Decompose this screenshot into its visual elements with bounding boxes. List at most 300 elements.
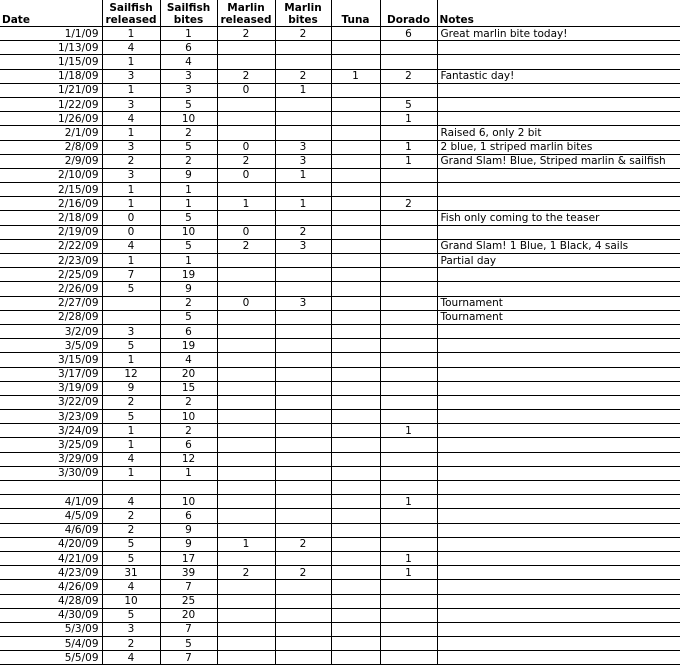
marlin-bites-cell [275,481,331,495]
table-row [0,112,680,126]
marlin-released-cell [217,254,275,268]
notes-cell [437,183,680,197]
dorado-cell: 2 [380,197,437,211]
notes-cell [437,112,680,126]
sailfish-released-cell: 1 [102,438,160,452]
sailfish-released-cell: 2 [102,523,160,537]
sailfish-bites-cell: 1 [160,466,217,480]
tuna-cell [331,551,380,565]
sailfish-released-cell: 3 [102,140,160,154]
notes-cell [437,608,680,622]
table-row [0,410,680,424]
sailfish-released-cell: 1 [102,466,160,480]
sailfish-released-cell: 1 [102,254,160,268]
marlin-bites-cell: 3 [275,140,331,154]
dorado-cell [380,523,437,537]
date-cell: 1/15/09 [0,55,102,69]
sailfish-bites-cell: 1 [160,197,217,211]
table-row [0,197,680,211]
dorado-cell [380,339,437,353]
notes-cell: Great marlin bite today! [437,27,680,41]
header-row [0,0,680,27]
notes-cell: Fantastic day! [437,69,680,83]
marlin-released-cell [217,112,275,126]
dorado-cell [380,594,437,608]
date-cell: 4/30/09 [0,608,102,622]
marlin-released-cell [217,211,275,225]
marlin-bites-cell [275,438,331,452]
date-cell: 2/10/09 [0,168,102,182]
dorado-cell [380,168,437,182]
sailfish-released-cell: 1 [102,183,160,197]
sailfish-released-cell: 2 [102,154,160,168]
sailfish-bites-cell: 2 [160,395,217,409]
sailfish-bites-cell: 7 [160,622,217,636]
date-cell: 4/1/09 [0,495,102,509]
table-row [0,438,680,452]
sailfish-released-cell [102,310,160,324]
dorado-cell [380,622,437,636]
table-row [0,211,680,225]
sailfish-released-cell: 1 [102,27,160,41]
sailfish-released-cell: 1 [102,424,160,438]
marlin-released-cell: 2 [217,239,275,253]
date-cell: 3/19/09 [0,381,102,395]
notes-cell [437,622,680,636]
notes-cell [437,580,680,594]
date-cell: 3/17/09 [0,367,102,381]
dorado-cell: 1 [380,140,437,154]
tuna-cell [331,481,380,495]
sailfish-bites-cell: 5 [160,637,217,651]
marlin-bites-cell [275,353,331,367]
marlin-bites-cell [275,254,331,268]
dorado-cell [380,83,437,97]
marlin-bites-cell [275,424,331,438]
tuna-cell [331,154,380,168]
marlin-released-cell: 0 [217,168,275,182]
date-cell: 2/9/09 [0,154,102,168]
date-cell: 5/4/09 [0,637,102,651]
marlin-released-cell [217,381,275,395]
sailfish-bites-cell: 5 [160,97,217,111]
marlin-bites-cell [275,452,331,466]
marlin-bites-cell [275,495,331,509]
notes-cell [437,495,680,509]
date-cell: 2/8/09 [0,140,102,154]
sailfish-bites-cell: 4 [160,55,217,69]
dorado-cell [380,608,437,622]
table-row [0,254,680,268]
tuna-cell [331,424,380,438]
tuna-cell [331,97,380,111]
dorado-cell: 1 [380,154,437,168]
sailfish-bites-cell: 12 [160,452,217,466]
date-cell: 3/29/09 [0,452,102,466]
dorado-cell: 1 [380,551,437,565]
marlin-bites-cell [275,310,331,324]
marlin-bites-cell: 1 [275,168,331,182]
marlin-bites-cell [275,651,331,665]
marlin-released-cell [217,183,275,197]
marlin-released-cell [217,608,275,622]
table-row [0,395,680,409]
dorado-cell [380,55,437,69]
marlin-released-cell: 1 [217,197,275,211]
notes-cell [437,410,680,424]
sailfish-bites-cell: 1 [160,254,217,268]
tuna-cell [331,112,380,126]
sailfish-released-cell: 12 [102,367,160,381]
tuna-cell [331,268,380,282]
date-cell: 2/23/09 [0,254,102,268]
marlin-bites-cell: 3 [275,296,331,310]
notes-cell: Tournament [437,296,680,310]
notes-cell [437,637,680,651]
dorado-cell [380,438,437,452]
sailfish-bites-cell: 6 [160,509,217,523]
sailfish-bites-cell: 10 [160,410,217,424]
dorado-cell: 2 [380,69,437,83]
sailfish-bites-cell: 15 [160,381,217,395]
table-row [0,239,680,253]
table-row [0,580,680,594]
tuna-cell [331,495,380,509]
date-cell: 3/30/09 [0,466,102,480]
date-cell: 5/3/09 [0,622,102,636]
table-row [0,282,680,296]
sailfish-released-cell: 3 [102,97,160,111]
sailfish-bites-cell: 2 [160,126,217,140]
date-cell: 1/21/09 [0,83,102,97]
dorado-cell [380,310,437,324]
notes-cell [437,367,680,381]
sailfish-bites-cell: 6 [160,324,217,338]
tuna-cell [331,41,380,55]
sailfish-bites-cell: 10 [160,495,217,509]
dorado-cell [380,239,437,253]
marlin-released-cell [217,481,275,495]
sailfish-released-cell: 3 [102,69,160,83]
date-cell [0,481,102,495]
marlin-released-cell: 0 [217,140,275,154]
date-cell: 1/1/09 [0,27,102,41]
sailfish-bites-cell: 5 [160,310,217,324]
table-body [0,27,680,665]
sailfish-released-cell: 5 [102,339,160,353]
date-cell: 3/2/09 [0,324,102,338]
date-cell: 2/27/09 [0,296,102,310]
tuna-cell [331,239,380,253]
sailfish-released-cell: 4 [102,239,160,253]
marlin-released-cell [217,622,275,636]
marlin-released-cell [217,438,275,452]
marlin-released-cell [217,310,275,324]
sailfish-released-cell: 4 [102,41,160,55]
notes-cell: 2 blue, 1 striped marlin bites [437,140,680,154]
sailfish-released-cell: 1 [102,83,160,97]
dorado-cell [380,381,437,395]
marlin-released-cell [217,339,275,353]
marlin-released-cell: 1 [217,537,275,551]
sailfish-bites-cell: 20 [160,367,217,381]
marlin-released-cell [217,395,275,409]
date-cell: 1/22/09 [0,97,102,111]
sailfish-bites-cell: 3 [160,69,217,83]
column-header-tuna: Tuna [331,0,380,27]
marlin-bites-cell [275,594,331,608]
table-row [0,537,680,551]
table-row [0,622,680,636]
dorado-cell [380,126,437,140]
marlin-bites-cell [275,282,331,296]
table-row [0,367,680,381]
tuna-cell [331,296,380,310]
tuna-cell [331,310,380,324]
dorado-cell [380,268,437,282]
sailfish-released-cell: 4 [102,580,160,594]
marlin-bites-cell [275,183,331,197]
marlin-released-cell [217,495,275,509]
marlin-released-cell: 0 [217,225,275,239]
sailfish-bites-cell: 9 [160,168,217,182]
sailfish-bites-cell: 20 [160,608,217,622]
sailfish-released-cell: 4 [102,495,160,509]
sailfish-released-cell: 0 [102,225,160,239]
tuna-cell [331,367,380,381]
marlin-bites-cell: 2 [275,225,331,239]
notes-cell [437,551,680,565]
notes-cell [437,282,680,296]
sailfish-bites-cell: 39 [160,566,217,580]
dorado-cell [380,537,437,551]
table-row [0,381,680,395]
sailfish-bites-cell: 5 [160,140,217,154]
sailfish-released-cell: 5 [102,410,160,424]
sailfish-released-cell: 31 [102,566,160,580]
tuna-cell [331,126,380,140]
tuna-cell [331,622,380,636]
date-cell: 4/20/09 [0,537,102,551]
marlin-released-cell [217,551,275,565]
marlin-bites-cell [275,622,331,636]
sailfish-bites-cell: 2 [160,154,217,168]
notes-cell [437,481,680,495]
notes-cell [437,523,680,537]
date-cell: 4/28/09 [0,594,102,608]
table-row [0,481,680,495]
tuna-cell [331,637,380,651]
notes-cell: Grand Slam! 1 Blue, 1 Black, 4 sails [437,239,680,253]
date-cell: 3/25/09 [0,438,102,452]
date-cell: 1/26/09 [0,112,102,126]
marlin-bites-cell [275,509,331,523]
notes-cell: Partial day [437,254,680,268]
sailfish-bites-cell: 9 [160,282,217,296]
date-cell: 2/22/09 [0,239,102,253]
tuna-cell [331,381,380,395]
table-row [0,154,680,168]
sailfish-released-cell: 10 [102,594,160,608]
sailfish-bites-cell: 6 [160,41,217,55]
dorado-cell [380,410,437,424]
marlin-bites-cell [275,97,331,111]
sailfish-bites-cell: 25 [160,594,217,608]
table-row [0,339,680,353]
marlin-bites-cell: 1 [275,197,331,211]
sailfish-released-cell: 1 [102,197,160,211]
date-cell: 1/13/09 [0,41,102,55]
marlin-released-cell: 0 [217,83,275,97]
dorado-cell: 1 [380,495,437,509]
column-header-sailfish-bites: Sailfish bites [160,0,217,27]
marlin-bites-cell: 1 [275,83,331,97]
sailfish-bites-cell: 4 [160,353,217,367]
table-row [0,324,680,338]
dorado-cell: 5 [380,97,437,111]
notes-cell: Grand Slam! Blue, Striped marlin & sailfish [437,154,680,168]
marlin-bites-cell [275,608,331,622]
marlin-released-cell: 2 [217,69,275,83]
marlin-bites-cell [275,367,331,381]
table-row [0,651,680,665]
dorado-cell [380,367,437,381]
date-cell: 4/6/09 [0,523,102,537]
table-row [0,83,680,97]
table-row [0,55,680,69]
dorado-cell [380,225,437,239]
marlin-released-cell: 2 [217,27,275,41]
tuna-cell [331,254,380,268]
column-header-marlin-bites: Marlin bites [275,0,331,27]
sailfish-bites-cell: 7 [160,580,217,594]
tuna-cell [331,324,380,338]
tuna-cell [331,566,380,580]
table-row [0,296,680,310]
table-row [0,140,680,154]
table-row [0,126,680,140]
sailfish-released-cell: 2 [102,637,160,651]
table-row [0,353,680,367]
sailfish-bites-cell: 9 [160,523,217,537]
sailfish-bites-cell: 17 [160,551,217,565]
table-row [0,566,680,580]
marlin-released-cell [217,324,275,338]
marlin-bites-cell [275,410,331,424]
dorado-cell [380,296,437,310]
dorado-cell [380,452,437,466]
marlin-released-cell: 2 [217,566,275,580]
table-row [0,523,680,537]
marlin-released-cell [217,41,275,55]
sailfish-released-cell: 0 [102,211,160,225]
dorado-cell [380,282,437,296]
sailfish-bites-cell: 3 [160,83,217,97]
notes-cell [437,353,680,367]
notes-cell [437,55,680,69]
date-cell: 5/5/09 [0,651,102,665]
marlin-bites-cell: 2 [275,69,331,83]
marlin-bites-cell [275,211,331,225]
dorado-cell [380,580,437,594]
marlin-released-cell [217,126,275,140]
tuna-cell [331,225,380,239]
sailfish-bites-cell: 5 [160,239,217,253]
notes-cell [437,339,680,353]
marlin-bites-cell: 3 [275,154,331,168]
tuna-cell [331,438,380,452]
sailfish-released-cell: 3 [102,622,160,636]
sailfish-bites-cell: 7 [160,651,217,665]
tuna-cell [331,140,380,154]
notes-cell [437,395,680,409]
dorado-cell: 6 [380,27,437,41]
marlin-bites-cell [275,466,331,480]
sailfish-bites-cell: 1 [160,183,217,197]
table-row [0,551,680,565]
marlin-released-cell [217,580,275,594]
tuna-cell [331,466,380,480]
table-row [0,69,680,83]
notes-cell [437,83,680,97]
marlin-bites-cell [275,55,331,69]
table-row [0,268,680,282]
marlin-bites-cell: 2 [275,27,331,41]
marlin-released-cell [217,509,275,523]
date-cell: 2/26/09 [0,282,102,296]
marlin-bites-cell: 3 [275,239,331,253]
table-row [0,637,680,651]
date-cell: 4/5/09 [0,509,102,523]
marlin-released-cell [217,651,275,665]
dorado-cell [380,183,437,197]
sailfish-bites-cell: 5 [160,211,217,225]
table-row [0,495,680,509]
table-row [0,97,680,111]
tuna-cell [331,651,380,665]
date-cell: 4/26/09 [0,580,102,594]
marlin-bites-cell: 2 [275,566,331,580]
tuna-cell [331,594,380,608]
date-cell: 2/18/09 [0,211,102,225]
tuna-cell [331,452,380,466]
table-row [0,41,680,55]
tuna-cell [331,282,380,296]
dorado-cell [380,481,437,495]
column-header-sailfish-released: Sailfish released [102,0,160,27]
table-row [0,168,680,182]
sailfish-released-cell: 2 [102,509,160,523]
dorado-cell [380,637,437,651]
table-row [0,183,680,197]
marlin-bites-cell [275,126,331,140]
tuna-cell: 1 [331,69,380,83]
sailfish-released-cell [102,296,160,310]
sailfish-bites-cell: 2 [160,296,217,310]
marlin-released-cell [217,424,275,438]
date-cell: 2/28/09 [0,310,102,324]
marlin-released-cell [217,268,275,282]
sailfish-released-cell: 5 [102,537,160,551]
sailfish-bites-cell: 9 [160,537,217,551]
tuna-cell [331,608,380,622]
notes-cell: Fish only coming to the teaser [437,211,680,225]
tuna-cell [331,523,380,537]
column-header-notes: Notes [437,0,680,27]
marlin-released-cell [217,523,275,537]
marlin-bites-cell [275,551,331,565]
notes-cell [437,381,680,395]
